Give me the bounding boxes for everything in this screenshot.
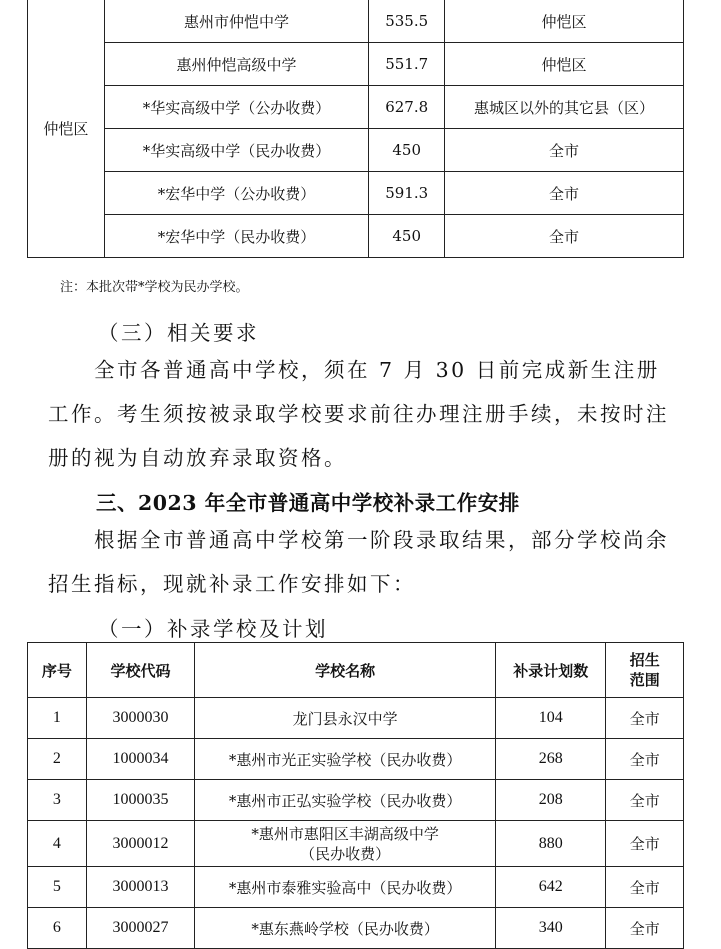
range-cell: 全市 <box>445 129 684 172</box>
supplementary-intro-paragraph: 根据全市普通高中学校第一阶段录取结果，部分学校尚余招生指标，现就补录工作安排如下： <box>48 528 669 596</box>
row-range: 全市 <box>606 867 684 908</box>
row-range: 全市 <box>606 739 684 780</box>
header-range-line1: 招生 <box>629 651 660 669</box>
row-plan: 268 <box>496 739 606 780</box>
row-school-name <box>195 821 496 867</box>
school-name-cell: *华实高级中学（公办收费） <box>104 86 369 129</box>
header-name: 学校名称 <box>195 643 496 698</box>
score-cell: 551.7 <box>369 43 445 86</box>
table-row <box>28 0 684 43</box>
row-range: 全市 <box>606 821 684 867</box>
header-no: 序号 <box>28 643 87 698</box>
table-row <box>28 215 684 258</box>
row-plan: 340 <box>496 908 606 949</box>
row-plan: 208 <box>496 780 606 821</box>
row-no: 6 <box>28 908 87 949</box>
row-school-name: *惠东燕岭学校（民办收费） <box>195 908 496 949</box>
header-code: 学校代码 <box>86 643 195 698</box>
range-cell: 全市 <box>445 172 684 215</box>
range-cell: 仲恺区 <box>445 43 684 86</box>
row-no: 4 <box>28 821 87 867</box>
table-row <box>28 698 684 739</box>
table-row <box>28 908 684 949</box>
score-cell: 591.3 <box>369 172 445 215</box>
requirements-paragraph: 全市各普通高中学校，须在 7 月 30 日前完成新生注册工作。考生须按被录取学校要求前往办理注册手续，未按时注册的视为自动放弃录取资格。 <box>48 358 669 470</box>
section-subheading-plan: （一）补录学校及计划 <box>98 617 328 641</box>
score-cell: 450 <box>369 215 445 258</box>
table-header-row <box>28 643 684 698</box>
row-no: 2 <box>28 739 87 780</box>
table-row <box>28 867 684 908</box>
row-plan: 104 <box>496 698 606 739</box>
row-school-name: *惠州市正弘实验学校（民办收费） <box>195 780 496 821</box>
section-subheading-requirements: （三）相关要求 <box>98 321 259 345</box>
row-code: 3000030 <box>86 698 195 739</box>
header-range-line2: 范围 <box>629 671 660 689</box>
range-cell: 全市 <box>445 215 684 258</box>
range-cell: 惠城区以外的其它县（区） <box>445 86 684 129</box>
table-row <box>28 821 684 867</box>
row-plan: 642 <box>496 867 606 908</box>
row-school-name: 龙门县永汉中学 <box>195 698 496 739</box>
row-school-name: *惠州市泰雅实验高中（民办收费） <box>195 867 496 908</box>
row-plan: 880 <box>496 821 606 867</box>
school-name-cell: *华实高级中学（民办收费） <box>104 129 369 172</box>
school-name-cell: *宏华中学（公办收费） <box>104 172 369 215</box>
row-range: 全市 <box>606 908 684 949</box>
admission-score-table <box>27 0 684 258</box>
score-cell: 627.8 <box>369 86 445 129</box>
row-no: 1 <box>28 698 87 739</box>
row-school-name-line2: （民办收费） <box>300 844 391 863</box>
row-code: 3000027 <box>86 908 195 949</box>
section-heading-supplementary: 三、2023 年全市普通高中学校补录工作安排 <box>96 491 520 515</box>
table-row <box>28 129 684 172</box>
row-school-name: *惠州市光正实验学校（民办收费） <box>195 739 496 780</box>
row-code: 3000013 <box>86 867 195 908</box>
header-plan: 补录计划数 <box>496 643 606 698</box>
table-row <box>28 780 684 821</box>
supplementary-plan-table <box>27 642 684 949</box>
header-range <box>606 643 684 698</box>
score-cell: 450 <box>369 129 445 172</box>
row-code: 3000012 <box>86 821 195 867</box>
row-range: 全市 <box>606 780 684 821</box>
district-cell: 仲恺区 <box>28 0 105 258</box>
row-no: 3 <box>28 780 87 821</box>
school-name-cell: *宏华中学（民办收费） <box>104 215 369 258</box>
row-code: 1000035 <box>86 780 195 821</box>
row-no: 5 <box>28 867 87 908</box>
table-row <box>28 43 684 86</box>
row-school-name-line1: *惠州市惠阳区丰湖高级中学 <box>251 824 439 843</box>
table-row <box>28 86 684 129</box>
row-code: 1000034 <box>86 739 195 780</box>
table-row <box>28 172 684 215</box>
table-row <box>28 739 684 780</box>
school-name-cell: 惠州市仲恺中学 <box>104 0 369 43</box>
table-note: 注：本批次带*学校为民办学校。 <box>60 280 249 295</box>
score-cell: 535.5 <box>369 0 445 43</box>
school-name-cell: 惠州仲恺高级中学 <box>104 43 369 86</box>
range-cell: 仲恺区 <box>445 0 684 43</box>
row-range: 全市 <box>606 698 684 739</box>
